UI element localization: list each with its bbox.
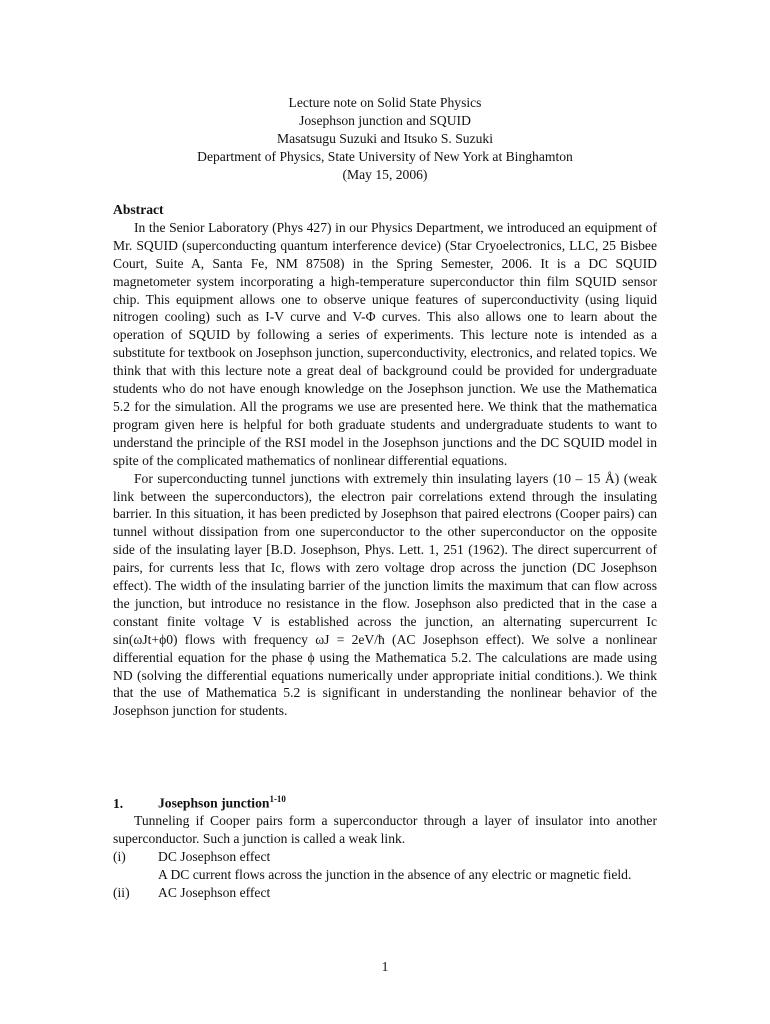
item-description: A DC current flows across the junction in the absence of any electric or magnetic field. (158, 867, 632, 883)
item-label: DC Josephson effect (158, 849, 271, 865)
item-number: (ii) (113, 885, 130, 901)
abstract-heading: Abstract (113, 202, 164, 217)
lecture-title: Lecture note on Solid State Physics (288, 95, 482, 110)
lecture-subtitle: Josephson junction and SQUID (299, 113, 471, 128)
section-intro: Tunneling if Cooper pairs form a superconductor through a layer of insulator into another superconductor. Such a junction is called a weak link. (113, 813, 657, 847)
abstract-paragraph-1: In the Senior Laboratory (Phys 427) in our Physics Department, we introduced an equipment of Mr. SQUID (superconducting quantum interference device) (Star Cryoelectronics, LLC, 25 Bisbee Court, Suite A, Santa Fe, NM 87508) in the Spring Semester, 2006. It is a DC SQUID magnetometer system incorporating a high-temperature superconductor thin film SQUID sensor chip. This equipment allows one to observe unique features of superconductivity (using liquid nitrogen cooling) such as I-V curve and V-Φ curves. This also allows one to learn about the operation of SQUID by following a series of experiments. This lecture note is intended as a substitute for textbook on Josephson junction, superconductivity, electronics, and related topics. We think that with this lecture note a great deal of background could be provided for undergraduate students who do not have enough knowledge on the Josephson junction. We use the Mathematica 5.2 for the simulation. All the programs we use are presented here. We think that the mathematica program given here is helpful for both graduate students and undergraduate students to want to understand the principle of the RSI model in the Josephson junctions and the DC SQUID model in spite of the complicated mathematics of nonlinear differential equations. (113, 219, 657, 468)
item-label: AC Josephson effect (158, 885, 271, 901)
section-josephson-junction (113, 791, 657, 902)
section-title: Josephson junction (158, 795, 270, 811)
title-block (0, 94, 770, 184)
date: (May 15, 2006) (342, 167, 428, 182)
section-heading (113, 791, 657, 812)
item-number: (i) (113, 849, 126, 865)
page-number: 1 (381, 959, 389, 974)
list-item (113, 884, 657, 902)
section-number: 1. (113, 795, 124, 811)
authors: Masatsugu Suzuki and Itsuko S. Suzuki (277, 131, 493, 146)
affiliation: Department of Physics, State University of New York at Binghamton (197, 149, 573, 164)
section-refs: 1-10 (269, 794, 286, 804)
abstract-paragraph-2: For superconducting tunnel junctions with extremely thin insulating layers (10 – 15 Å) (weak link between the superconductors), the electron pair correlations extend through the insulating barrier. In this situation, it has been predicted by Josephson that paired electrons (Cooper pairs) can tunnel without dissipation from one superconductor to the other superconductor on the opposite side of the insulating layer [B.D. Josephson, Phys. Lett. 1, 251 (1962). The direct supercurrent of pairs, for currents less that Ic, flows with zero voltage drop across the junction (DC Josephson effect). The width of the insulating barrier of the junction limits the maximum that can flow across the junction, but introduce no resistance in the flow. Josephson also predicted that in the case a constant finite voltage V is established across the junction, an alternating supercurrent Ic sin(ωJt+ϕ0) flows with frequency ωJ = 2eV/ħ (AC Josephson effect). We solve a nonlinear differential equation for the phase ϕ using the Mathematica 5.2. The calculations are made using ND (solving the differential equations numerically under appropriate initial conditions.). We think that the use of Mathematica 5.2 is significant in understanding the nonlinear behavior of the Josephson junction for students. (113, 470, 657, 719)
abstract-section (113, 201, 657, 720)
list-item (113, 848, 657, 866)
